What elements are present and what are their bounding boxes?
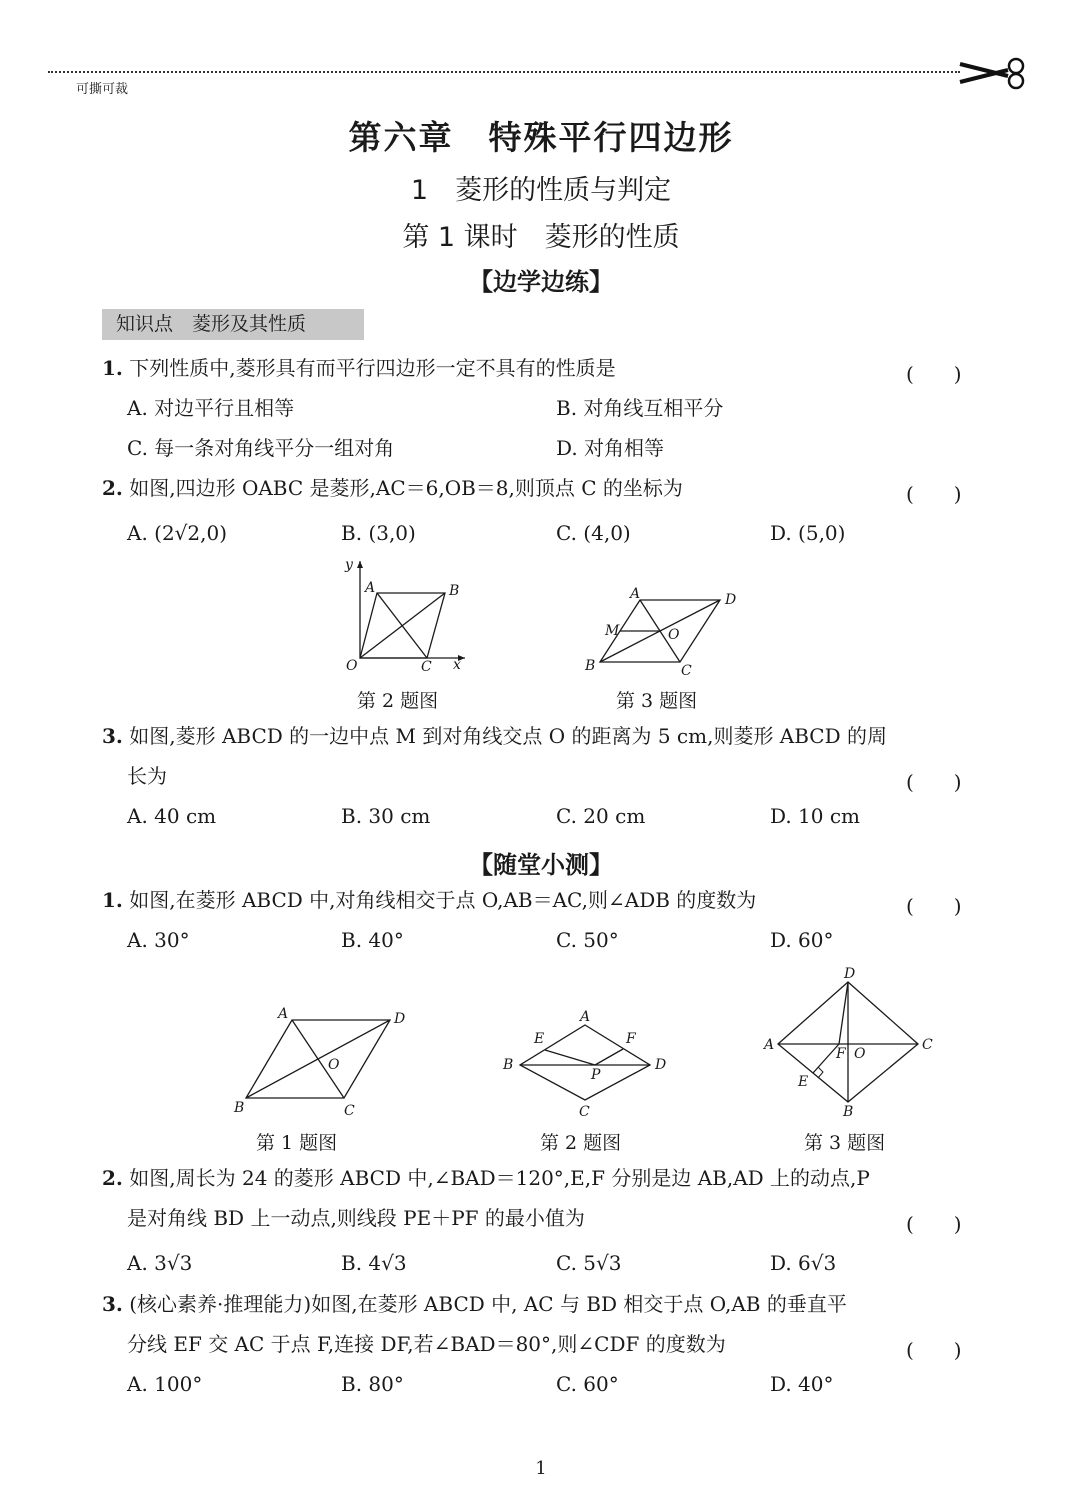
label-b: B xyxy=(449,583,460,599)
option-c: C. 5√3 xyxy=(556,1251,622,1275)
cut-line xyxy=(48,71,960,73)
scissors-icon xyxy=(958,56,1028,90)
option-b: B. 对角线互相平分 xyxy=(556,396,724,420)
question-stem-cont: 长为 xyxy=(127,764,167,788)
quiz-q2 xyxy=(102,1168,870,1188)
option-c: C. 60° xyxy=(556,1372,619,1396)
answer-paren: ( ) xyxy=(906,894,962,918)
figure-caption: 第 1 题图 xyxy=(256,1132,338,1154)
option-a: A. 40 cm xyxy=(127,804,217,828)
question-stem: 如图,周长为 24 的菱形 ABCD 中,∠BAD＝120°,E,F 分别是边 AB,AD 上的动点,P xyxy=(129,1166,870,1190)
label-o: O xyxy=(328,1057,340,1073)
cut-note: 可撕可裁 xyxy=(76,82,129,97)
figure-caption: 第 3 题图 xyxy=(616,690,698,712)
label-f: F xyxy=(836,1046,846,1062)
chapter-title: 第六章 特殊平行四边形 xyxy=(348,118,734,157)
practice-q1 xyxy=(102,358,616,378)
quiz-figure-3 xyxy=(760,962,940,1122)
option-c: C. 20 cm xyxy=(556,804,646,828)
option-d: D. 60° xyxy=(770,928,834,952)
practice-heading: 【边学边练】 xyxy=(469,268,613,296)
label-a: A xyxy=(278,1006,289,1022)
label-c: C xyxy=(681,663,692,679)
label-d: D xyxy=(394,1011,406,1027)
figure-caption: 第 2 题图 xyxy=(540,1132,622,1154)
page-number: 1 xyxy=(535,1458,547,1479)
label-b: B xyxy=(503,1057,514,1073)
quiz-q1 xyxy=(102,890,756,910)
label-a: A xyxy=(764,1037,775,1053)
knowledge-point-tag: 知识点 菱形及其性质 xyxy=(102,309,364,340)
answer-paren: ( ) xyxy=(906,770,962,794)
option-b: B. (3,0) xyxy=(341,521,416,545)
question-stem: 如图,四边形 OABC 是菱形,AC＝6,OB＝8,则顶点 C 的坐标为 xyxy=(129,476,683,500)
question-stem: 如图,菱形 ABCD 的一边中点 M 到对角线交点 O 的距离为 5 cm,则菱形 ABCD 的周 xyxy=(129,724,888,748)
option-d: D. 40° xyxy=(770,1372,834,1396)
label-o: O xyxy=(668,627,680,643)
option-c: C. (4,0) xyxy=(556,521,631,545)
label-d: D xyxy=(655,1057,667,1073)
answer-paren: ( ) xyxy=(906,482,962,506)
label-a: A xyxy=(580,1009,591,1025)
section-title: 1 菱形的性质与判定 xyxy=(410,175,672,206)
label-p: P xyxy=(591,1067,601,1083)
lesson-title: 第 1 课时 菱形的性质 xyxy=(402,222,680,253)
answer-paren: ( ) xyxy=(906,1338,962,1362)
question-number: 2. xyxy=(102,1166,123,1190)
option-a: A. 3√3 xyxy=(127,1251,193,1275)
option-c: C. 每一条对角线平分一组对角 xyxy=(127,436,395,460)
quiz-heading: 【随堂小测】 xyxy=(469,851,613,879)
label-c: C xyxy=(579,1104,590,1120)
option-a: A. 对边平行且相等 xyxy=(127,396,295,420)
option-c: C. 50° xyxy=(556,928,619,952)
question-stem: 下列性质中,菱形具有而平行四边形一定不具有的性质是 xyxy=(129,356,616,380)
question-number: 2. xyxy=(102,476,123,500)
option-b: B. 40° xyxy=(341,928,404,952)
question-stem-cont: 是对角线 BD 上一动点,则线段 PE＋PF 的最小值为 xyxy=(127,1206,585,1230)
question-number: 3. xyxy=(102,724,123,748)
option-a: A. (2√2,0) xyxy=(127,521,228,545)
label-c: C xyxy=(922,1037,933,1053)
label-m: M xyxy=(605,623,620,639)
option-a: A. 30° xyxy=(127,928,190,952)
option-a: A. 100° xyxy=(127,1372,203,1396)
quiz-figure-1 xyxy=(228,1000,418,1122)
question-number: 1. xyxy=(102,888,123,912)
figure-caption: 第 3 题图 xyxy=(804,1132,886,1154)
option-d: D. 6√3 xyxy=(770,1251,837,1275)
label-a: A xyxy=(630,586,641,602)
practice-figure-3 xyxy=(580,582,750,682)
label-b: B xyxy=(585,658,596,674)
answer-paren: ( ) xyxy=(906,362,962,386)
practice-q2 xyxy=(102,478,683,498)
option-d: D. 10 cm xyxy=(770,804,861,828)
label-e: E xyxy=(798,1074,809,1090)
quiz-q3 xyxy=(102,1294,847,1314)
label-d: D xyxy=(844,966,856,982)
answer-paren: ( ) xyxy=(906,1212,962,1236)
label-y: y xyxy=(345,557,353,573)
question-stem: 如图,在菱形 ABCD 中,对角线相交于点 O,AB＝AC,则∠ADB 的度数为 xyxy=(129,888,757,912)
option-b: B. 80° xyxy=(341,1372,404,1396)
question-number: 3. xyxy=(102,1292,123,1316)
question-number: 1. xyxy=(102,356,123,380)
label-b: B xyxy=(234,1100,245,1116)
figure-caption: 第 2 题图 xyxy=(357,690,439,712)
question-stem-cont: 分线 EF 交 AC 于点 F,连接 DF,若∠BAD＝80°,则∠CDF 的度数为 xyxy=(127,1332,726,1356)
label-c: C xyxy=(421,659,432,675)
option-b: B. 30 cm xyxy=(341,804,431,828)
label-c: C xyxy=(344,1103,355,1119)
label-o: O xyxy=(854,1046,866,1062)
label-x: x xyxy=(453,657,461,673)
option-d: D. 对角相等 xyxy=(556,436,665,460)
label-b: B xyxy=(843,1104,854,1120)
label-e: E xyxy=(534,1031,545,1047)
question-stem: (核心素养·推理能力)如图,在菱形 ABCD 中, AC 与 BD 相交于点 O,AB 的垂直平 xyxy=(129,1292,847,1316)
practice-figure-2 xyxy=(335,555,470,675)
label-o: O xyxy=(346,658,358,674)
label-d: D xyxy=(725,592,737,608)
label-a: A xyxy=(365,580,376,596)
option-d: D. (5,0) xyxy=(770,521,846,545)
option-b: B. 4√3 xyxy=(341,1251,407,1275)
practice-q3 xyxy=(102,726,887,746)
label-f: F xyxy=(626,1031,636,1047)
quiz-figure-2 xyxy=(500,1005,675,1120)
